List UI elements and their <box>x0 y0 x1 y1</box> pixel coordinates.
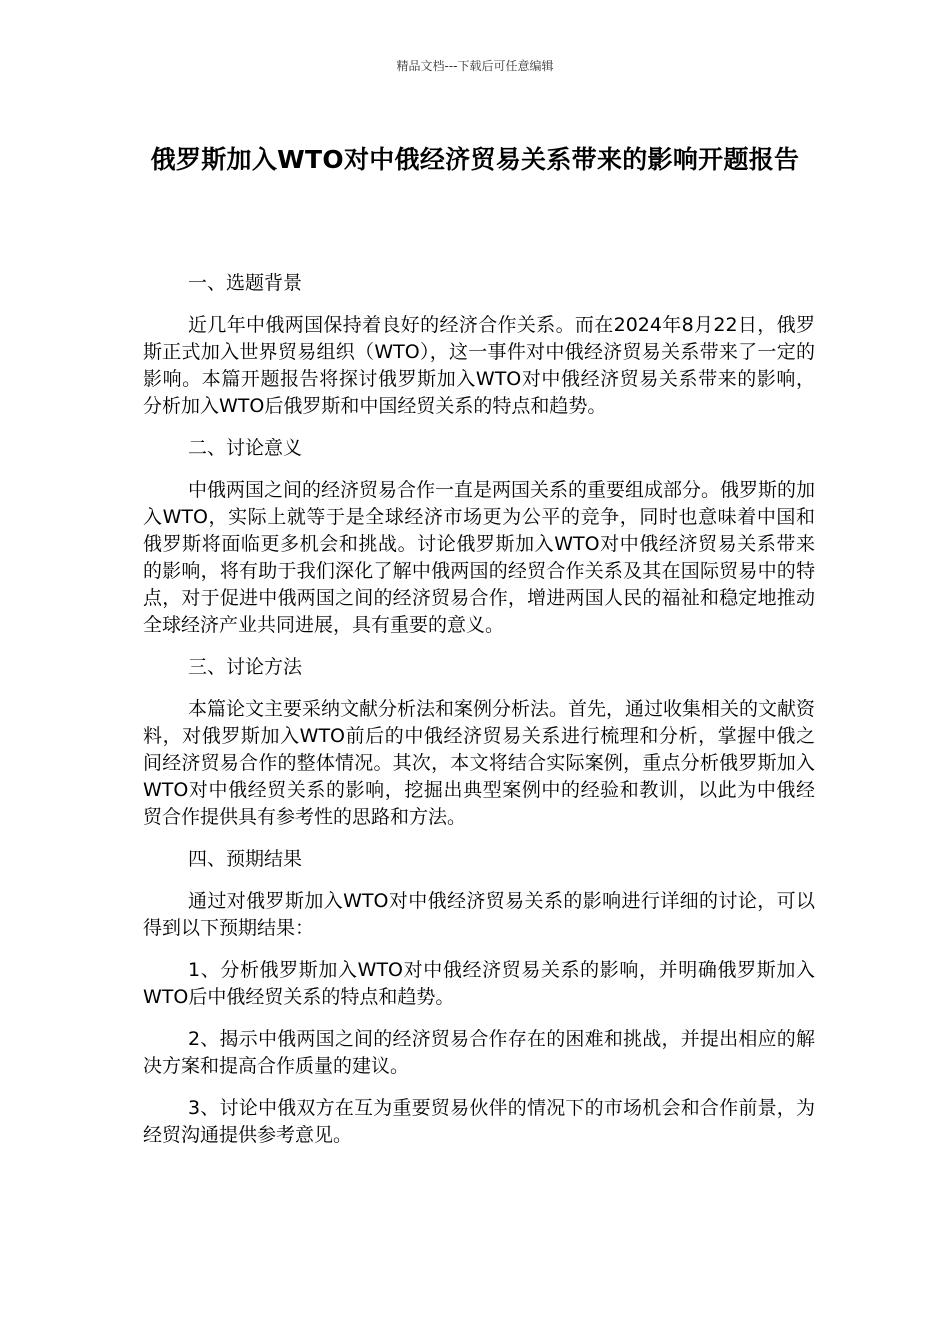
result-item-2: 2、揭示中俄两国之间的经济贸易合作存在的困难和挑战，并提出相应的解决方案和提高合作质量的建议。 <box>143 1028 815 1077</box>
section-heading: 二、讨论意义 <box>188 437 303 459</box>
section-heading: 三、讨论方法 <box>188 656 303 678</box>
section-expected-results <box>143 846 815 1149</box>
result-item-1: 1、分析俄罗斯加入WTO对中俄经济贸易关系的影响，并明确俄罗斯加入WTO后中俄经贸关系的特点和趋势。 <box>143 959 815 1008</box>
paragraph: 中俄两国之间的经济贸易合作一直是两国关系的重要组成部分。俄罗斯的加入WTO，实际上就等于是全球经济市场更为公平的竞争，同时也意味着中国和俄罗斯将面临更多机会和挑战。讨论俄罗斯加入WTO对中俄经济贸易关系带来的影响，将有助于我们深化了解中俄两国的经贸合作关系及其在国际贸易中的特点，对于促进中俄两国之间的经济贸易合作，增进两国人民的福祉和稳定地推动全球经济产业共同进展，具有重要的意义。 <box>143 479 816 636</box>
document-title: 俄罗斯加入WTO对中俄经济贸易关系带来的影响开题报告 <box>150 145 800 174</box>
paragraph: 近几年中俄两国保持着良好的经济合作关系。而在2024年8月22日，俄罗斯正式加入世界贸易组织（WTO），这一事件对中俄经济贸易关系带来了一定的影响。本篇开题报告将探讨俄罗斯加入WTO对中俄经济贸易关系带来的影响，分析加入WTO后俄罗斯和中国经贸关系的特点和趋势。 <box>143 314 815 417</box>
result-item-3: 3、讨论中俄双方在互为重要贸易伙伴的情况下的市场机会和合作前景，为经贸沟通提供参考意见。 <box>143 1097 815 1146</box>
section-method <box>143 654 815 831</box>
section-heading: 四、预期结果 <box>188 848 303 870</box>
section-significance <box>143 435 815 639</box>
page-watermark: 精品文档---下载后可任意编辑 <box>396 59 554 73</box>
document-body <box>143 270 815 1164</box>
section-background <box>143 270 815 420</box>
paragraph: 通过对俄罗斯加入WTO对中俄经济贸易关系的影响进行详细的讨论，可以得到以下预期结果： <box>143 890 815 939</box>
paragraph: 本篇论文主要采纳文献分析法和案例分析法。首先，通过收集相关的文献资料，对俄罗斯加入WTO前后的中俄经济贸易关系进行梳理和分析，掌握中俄之间经济贸易合作的整体情况。其次，本文将结合实际案例，重点分析俄罗斯加入WTO对中俄经贸关系的影响，挖掘出典型案例中的经验和教训，以此为中俄经贸合作提供具有参考性的思路和方法。 <box>143 698 816 828</box>
section-heading: 一、选题背景 <box>188 272 303 294</box>
